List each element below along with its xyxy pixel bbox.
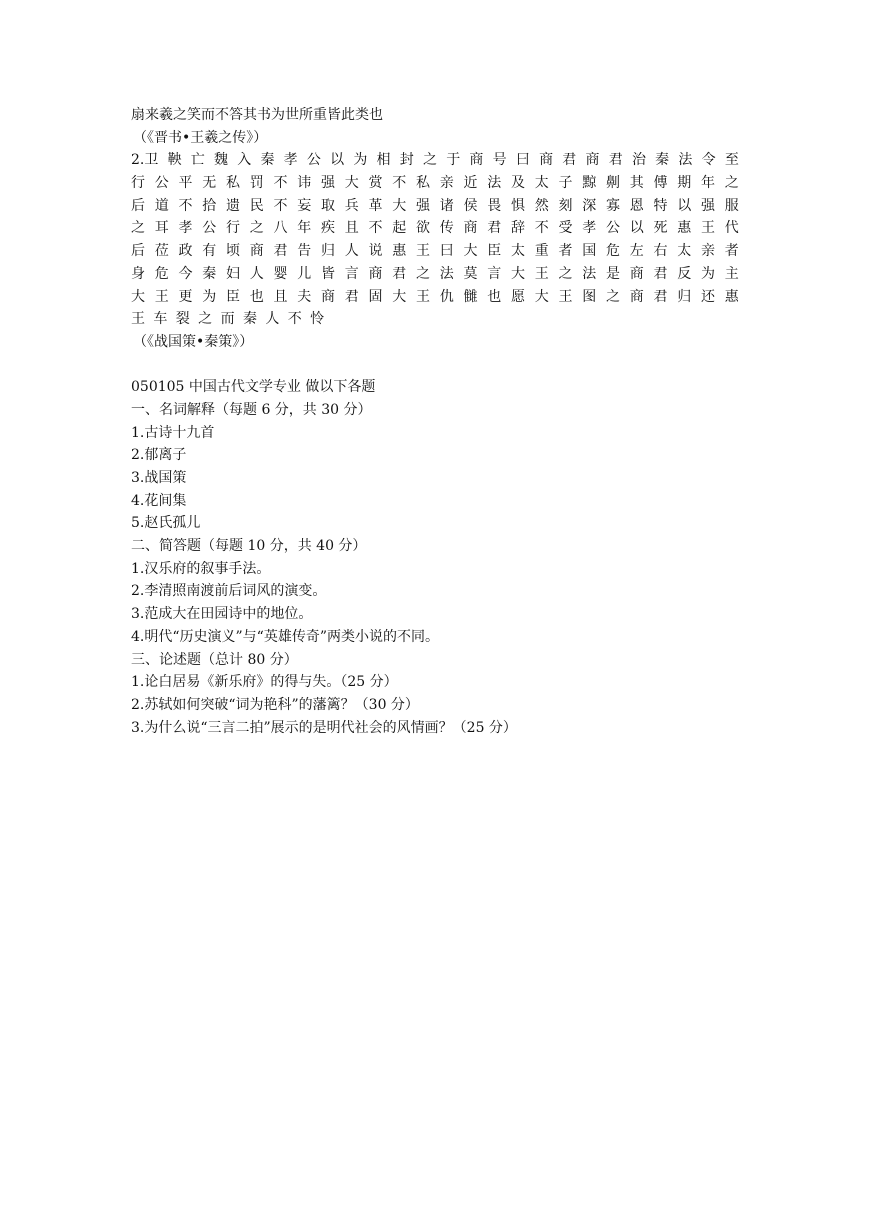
passage2-char: 夫 [297, 288, 312, 305]
passage2-line [131, 263, 739, 286]
passage2-text [131, 149, 771, 331]
passage2-char: 妇 [226, 265, 240, 282]
passage2-char: 之 [422, 152, 437, 169]
passage2-char: 年 [297, 220, 312, 237]
passage2-char: 赏 [368, 175, 383, 192]
passage2-char: 政 [178, 243, 193, 260]
passage2-char: 车 [153, 311, 168, 328]
passage2-char: 平 [178, 175, 193, 192]
passage2-char: 傅 [653, 175, 668, 192]
passage2-line [131, 286, 739, 309]
passage2-char: 婴 [273, 265, 288, 282]
passage2-char: 图 [582, 288, 597, 305]
passage2-char: 商 [585, 152, 600, 169]
section1-item: 3.战国策 [131, 470, 187, 486]
passage2-char: 言 [487, 265, 502, 282]
passage2-char: 之 [249, 220, 264, 237]
passage2-char: 于 [446, 152, 461, 169]
passage2-char: 太 [511, 243, 525, 260]
section3-item: 1.论白居易《新乐府》的得与失。（25 分） [131, 674, 398, 691]
passage2-char: 君 [562, 152, 577, 169]
passage2-char: 行 [226, 220, 240, 237]
passage2-char: 孝 [582, 220, 597, 237]
passage2-char: 令 [701, 152, 716, 169]
passage2-char: 商 [629, 288, 644, 305]
passage2-char: 讳 [297, 175, 312, 192]
passage2-char: 儿 [297, 265, 312, 282]
passage2-char: 法 [487, 175, 502, 192]
passage2-char: 欲 [416, 220, 430, 237]
passage2-line [131, 308, 739, 331]
passage2-char: 裂 [175, 311, 190, 328]
passage2-char: 民 [249, 197, 264, 214]
passage2-char: 私 [226, 175, 240, 192]
passage2-char: 后 [131, 197, 145, 214]
passage2-char: 反 [677, 265, 692, 282]
passage2-char: 商 [539, 152, 554, 169]
passage2-char: 大 [392, 197, 407, 214]
passage2-char: 太 [677, 243, 692, 260]
passage2-char: 死 [653, 220, 668, 237]
passage2-char: 是 [606, 265, 620, 282]
passage2-char: 辞 [511, 220, 525, 237]
passage2-char: 亲 [439, 175, 454, 192]
passage2-char: 者 [724, 243, 739, 260]
passage2-char: 之 [724, 175, 739, 192]
passage2-char: 人 [265, 311, 280, 328]
passage2-char: 妄 [297, 197, 312, 214]
passage2-char: 诸 [439, 197, 454, 214]
passage2-char: 为 [353, 152, 368, 169]
passage2-line [131, 195, 739, 218]
passage2-char: 莫 [463, 265, 478, 282]
passage2-char: 大 [463, 243, 478, 260]
passage2-char: 孝 [283, 152, 298, 169]
passage2-char: 号 [492, 152, 507, 169]
passage2-char: 王 [131, 311, 145, 328]
passage2-char: 君 [344, 288, 359, 305]
passage2-char: 服 [724, 197, 739, 214]
passage2-char: 期 [677, 175, 692, 192]
passage2-char: 说 [368, 243, 383, 260]
passage2-char: 也 [487, 288, 502, 305]
passage2-char: 行 [131, 175, 145, 192]
passage2-char: 亲 [701, 243, 715, 260]
passage2-char: 相 [376, 152, 391, 169]
passage2-char: 以 [330, 152, 345, 169]
passage2-char: 恩 [629, 197, 644, 214]
passage2-char: 商 [469, 152, 484, 169]
passage2-char: 之 [558, 265, 573, 282]
passage2-char: 之 [131, 220, 145, 237]
passage2-char: 至 [724, 152, 739, 169]
passage2-char: 商 [463, 220, 478, 237]
passage2-char: 大 [392, 288, 407, 305]
passage2-char: 鞅 [167, 152, 182, 169]
passage2-char: 身 [131, 265, 145, 282]
section1-item: 2.郁离子 [131, 447, 187, 464]
passage2-char: 公 [154, 175, 169, 192]
passage2-char: 2.卫 [131, 152, 159, 169]
passage2-char: 法 [678, 152, 693, 169]
passage2-char: 人 [249, 265, 264, 282]
passage2-char: 拾 [202, 197, 217, 214]
passage2-char: 国 [582, 243, 597, 260]
passage2-char: 君 [487, 220, 502, 237]
passage2-char: 取 [321, 197, 335, 214]
passage2-char: 以 [677, 197, 692, 214]
passage2-char: 之 [606, 288, 620, 305]
passage2-char: 不 [273, 197, 288, 214]
passage2-char: 近 [463, 175, 478, 192]
passage2-char: 大 [344, 175, 359, 192]
passage2-char: 商 [368, 265, 383, 282]
passage2-char: 皆 [321, 265, 335, 282]
passage2-char: 重 [534, 243, 549, 260]
passage2-char: 主 [724, 265, 739, 282]
section3-item: 3.为什么说“三言二拍”展示的是明代社会的风情画？（25 分） [131, 719, 517, 736]
passage2-char: 王 [534, 265, 549, 282]
passage2-char: 危 [606, 243, 620, 260]
passage2-char: 归 [677, 288, 692, 305]
passage2-char: 受 [558, 220, 573, 237]
passage2-char: 侯 [463, 197, 478, 214]
passage2-char: 商 [249, 243, 264, 260]
passage2-char: 雠 [463, 288, 478, 305]
passage2-char: 秦 [655, 152, 670, 169]
passage2-char: 及 [511, 175, 525, 192]
section2-item: 2.李清照南渡前后词风的演变。 [131, 583, 327, 600]
passage2-char: 大 [511, 265, 525, 282]
section1-item: 1.古诗十九首 [131, 424, 215, 441]
passage2-char: 右 [653, 243, 668, 260]
passage2-char: 入 [237, 152, 252, 169]
passage2-char: 君 [273, 243, 288, 260]
passage2-char: 公 [606, 220, 620, 237]
passage2-char: 亡 [190, 152, 205, 169]
passage2-char: 法 [582, 265, 597, 282]
passage2-char: 且 [273, 288, 288, 305]
passage2-char: 深 [582, 197, 597, 214]
passage2-char: 也 [249, 288, 264, 305]
passage2-char: 惠 [724, 288, 739, 305]
passage2-char: 畏 [487, 197, 502, 214]
passage2-char: 刻 [558, 197, 573, 214]
passage2-char: 大 [534, 288, 549, 305]
passage2-char: 强 [416, 197, 430, 214]
passage2-char: 者 [558, 243, 573, 260]
passage2-char: 今 [178, 265, 193, 282]
passage2-char: 言 [344, 265, 359, 282]
passage2-char: 曰 [515, 152, 530, 169]
passage2-char: 危 [154, 265, 169, 282]
passage2-char: 疾 [321, 220, 335, 237]
passage2-char: 不 [287, 311, 302, 328]
passage2-char: 为 [202, 288, 217, 305]
passage2-char: 怜 [310, 311, 325, 328]
passage2-char: 而 [220, 311, 235, 328]
passage2-char: 子 [558, 175, 573, 192]
passage2-char: 然 [534, 197, 549, 214]
passage2-line [131, 217, 739, 240]
passage2-char: 君 [392, 265, 407, 282]
passage2-char: 不 [273, 175, 288, 192]
passage2-char: 秦 [242, 311, 257, 328]
major-heading: 050105 中国古代文学专业 做以下各题 [131, 379, 376, 396]
passage2-char: 不 [534, 220, 549, 237]
passage2-char: 强 [321, 175, 335, 192]
passage2-char: 传 [439, 220, 454, 237]
passage2-char: 公 [306, 152, 321, 169]
passage2-char: 左 [629, 243, 644, 260]
passage2-char: 且 [344, 220, 359, 237]
passage2-char: 不 [178, 197, 193, 214]
passage2-char: 之 [416, 265, 430, 282]
passage2-char: 君 [653, 288, 668, 305]
passage2-char: 兵 [344, 197, 359, 214]
passage2-char: 王 [558, 288, 573, 305]
passage2-char: 无 [202, 175, 217, 192]
passage2-line [131, 149, 739, 172]
passage2-char: 仇 [439, 288, 454, 305]
section3-heading: 三、论述题（总计 80 分） [131, 651, 298, 668]
passage2-char: 不 [392, 175, 407, 192]
passage2-char: 起 [392, 220, 407, 237]
passage2-char: 八 [273, 220, 288, 237]
passage2-char: 公 [202, 220, 217, 237]
passage2-char: 后 [131, 243, 145, 260]
passage2-char: 治 [631, 152, 646, 169]
section2-item: 3.范成大在田园诗中的地位。 [131, 606, 313, 623]
section3-item: 2.苏轼如何突破“词为艳科”的藩篱？（30 分） [131, 696, 419, 713]
passage2-char: 人 [344, 243, 359, 260]
passage2-char: 孝 [178, 220, 193, 237]
passage2-char: 君 [608, 152, 623, 169]
section2-heading: 二、简答题（每题 10 分，共 40 分） [131, 538, 367, 555]
passage2-line [131, 240, 739, 263]
passage1-source: （《晋书•王羲之传》） [133, 129, 268, 146]
passage2-char: 黥 [582, 175, 597, 192]
passage2-char: 惧 [511, 197, 525, 214]
page-content [131, 104, 771, 739]
passage2-line [131, 172, 739, 195]
section1-item: 4.花间集 [131, 492, 187, 509]
passage2-char: 君 [653, 265, 668, 282]
passage2-char: 有 [202, 243, 217, 260]
passage2-char: 罚 [249, 175, 264, 192]
passage2-char: 封 [399, 152, 414, 169]
passage2-char: 代 [724, 220, 739, 237]
passage2-char: 王 [416, 243, 430, 260]
passage2-char: 劓 [606, 175, 620, 192]
passage2-char: 革 [368, 197, 383, 214]
passage2-char: 耳 [154, 220, 169, 237]
section2-item: 4.明代“历史演义”与“英雄传奇”两类小说的不同。 [131, 628, 439, 645]
passage2-char: 王 [416, 288, 430, 305]
passage2-char: 臣 [226, 288, 240, 305]
passage2-char: 王 [701, 220, 715, 237]
passage2-char: 为 [701, 265, 715, 282]
passage2-char: 商 [629, 265, 644, 282]
passage1-tail: 扇来羲之笑而不答其书为世所重皆此类也 [131, 107, 383, 123]
passage2-char: 遗 [226, 197, 240, 214]
passage2-char: 秦 [260, 152, 275, 169]
passage2-char: 归 [321, 243, 335, 260]
passage2-char: 商 [321, 288, 335, 305]
passage2-char: 强 [701, 197, 715, 214]
passage2-char: 不 [368, 220, 383, 237]
passage2-char: 寡 [606, 197, 620, 214]
passage2-char: 太 [534, 175, 549, 192]
passage2-char: 惠 [392, 243, 407, 260]
passage2-char: 法 [439, 265, 454, 282]
passage2-char: 私 [416, 175, 430, 192]
passage2-char: 更 [178, 288, 193, 305]
passage2-char: 之 [198, 311, 213, 328]
passage2-char: 秦 [202, 265, 217, 282]
passage2-char: 顷 [226, 243, 240, 260]
section2-item: 1.汉乐府的叙事手法。 [131, 560, 271, 577]
section1-item: 5.赵氏孤儿 [131, 515, 201, 532]
passage2-char: 年 [701, 175, 715, 192]
passage2-char: 其 [629, 175, 644, 192]
passage2-char: 特 [653, 197, 668, 214]
passage2-char: 道 [154, 197, 169, 214]
passage2-source: （《战国策•秦策》） [133, 333, 254, 350]
passage2-char: 莅 [154, 243, 169, 260]
passage2-char: 惠 [677, 220, 692, 237]
passage2-char: 愿 [511, 288, 525, 305]
passage2-char: 还 [701, 288, 715, 305]
section1-heading: 一、名词解释（每题 6 分，共 30 分） [131, 401, 372, 418]
passage2-char: 固 [368, 288, 383, 305]
passage2-char: 臣 [487, 243, 502, 260]
passage2-char: 以 [629, 220, 644, 237]
passage2-char: 告 [297, 243, 312, 260]
passage2-char: 王 [154, 288, 169, 305]
passage2-char: 大 [131, 288, 145, 305]
passage2-char: 曰 [439, 243, 454, 260]
spacer [131, 354, 771, 377]
passage2-char: 魏 [214, 152, 229, 169]
